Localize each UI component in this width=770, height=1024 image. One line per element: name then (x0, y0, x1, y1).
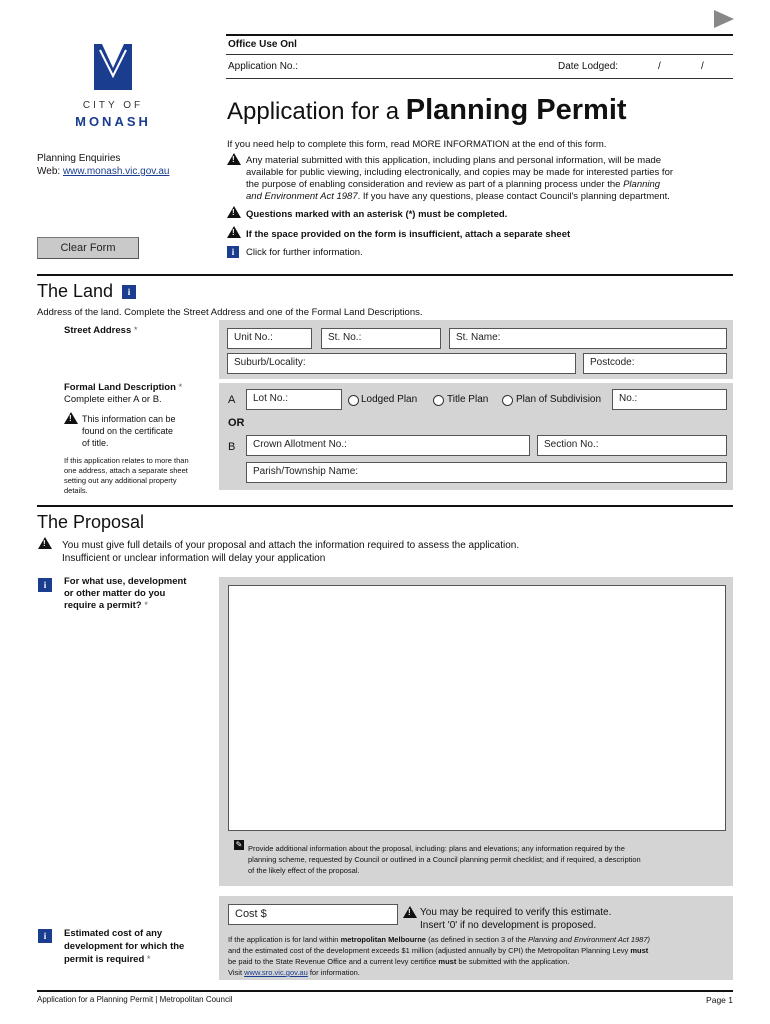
levy-1b: metropolitan Melbourne (340, 935, 426, 944)
warning-icon (227, 153, 241, 165)
parish-township-input[interactable]: Parish/Township Name: (246, 462, 727, 483)
land-description: Address of the land. Complete the Street Address and one of the Formal Land Descriptions. (37, 307, 423, 318)
insert-line: Insert '0' if no development is proposed. (420, 920, 597, 931)
multi-line-1: If this application relates to more than (64, 456, 189, 465)
provide-info-note (248, 843, 728, 876)
cost-line-1: Estimated cost of any (64, 928, 163, 939)
street-no-input[interactable]: St. No.: (321, 328, 441, 349)
verify-line: You may be required to verify this estimate. (420, 907, 612, 918)
proposal-must-line-1: You must give full details of your proposal and attach the information required to assess the application. (62, 540, 520, 551)
council-website-link[interactable]: www.monash.vic.gov.au (62, 166, 170, 177)
provide-line-2: planning scheme, requested by Council or outlined in a Council planning permit checklist; and if required, a description (248, 855, 641, 864)
use-line-3: require a permit? (64, 600, 142, 611)
levy-2b: must (630, 946, 649, 955)
warning-icon (227, 206, 241, 218)
date-lodged-label: Date Lodged: (558, 61, 619, 72)
plan-no-input[interactable]: No.: (612, 389, 727, 410)
material-line-4: . If you have any questions, please contact Council's planning department. (357, 191, 670, 202)
title-plan-radio[interactable] (433, 395, 444, 406)
option-b-label: B (228, 441, 236, 453)
proposal-must-line-2: Insufficient or unclear information will delay your application (62, 553, 326, 564)
levy-4a: Visit (228, 968, 245, 977)
levy-4c: for information. (307, 968, 360, 977)
cost-info-icon[interactable]: i (38, 929, 52, 943)
postcode-input[interactable]: Postcode: (583, 353, 727, 374)
proposal-notice (62, 539, 519, 565)
footer-left: Application for a Planning Permit | Metropolitan Council (37, 995, 233, 1004)
cost-line-3: permit is required (64, 954, 145, 965)
multi-line-3: setting out any additional property (64, 476, 177, 485)
cert-line-2: found on the certificate (82, 426, 174, 436)
cert-line-1: This information can be (82, 414, 176, 424)
levy-3a: be paid to the State Revenue Office and a current levy certific (228, 957, 433, 966)
provide-line-1: Provide additional information about the proposal, including: plans and elevations; any information required by the (248, 844, 625, 853)
sro-website-link[interactable]: www.sro.vic.gov.au (244, 968, 308, 977)
provide-line-3: of the likely effect of the proposal. (248, 866, 360, 875)
cost-asterisk: * (144, 954, 151, 965)
cert-line-3: of title. (82, 438, 109, 448)
page-title (227, 94, 627, 127)
web-label: Web: (37, 166, 63, 177)
cost-input[interactable]: Cost $ (228, 904, 398, 925)
formal-land-label (64, 382, 182, 406)
formal-sub-text: Complete either A or B. (64, 394, 162, 405)
land-title-text: The Land (37, 281, 114, 301)
click-info-text: Click for further information. (246, 247, 363, 258)
levy-note (228, 934, 730, 978)
title-prefix: Application for a (227, 98, 406, 125)
street-asterisk: * (131, 325, 138, 336)
planning-enquiries (37, 152, 169, 178)
multi-line-4: details. (64, 486, 88, 495)
use-info-icon[interactable]: i (38, 578, 52, 592)
levy-3d: be submitted with the application. (456, 957, 570, 966)
asterisk-notice: Questions marked with an asterisk (*) must be completed. (246, 209, 508, 220)
cost-question-label (64, 927, 184, 966)
title-main: Planning Permit (405, 94, 627, 126)
warning-icon (227, 226, 241, 238)
material-act-2: and Environment Act 1987 (246, 191, 358, 202)
multiple-address-note (64, 456, 189, 496)
material-line-1: Any material submitted with this application, including plans and personal information, will be made (246, 155, 662, 166)
next-page-arrow-icon[interactable] (714, 10, 734, 28)
material-line-3: the purpose of enabling consideration and review as part of a planning process under the (246, 179, 624, 190)
street-name-input[interactable]: St. Name: (449, 328, 727, 349)
material-notice (246, 155, 732, 203)
plan-of-subdivision-label: Plan of Subdivision (516, 394, 602, 405)
option-a-label: A (228, 394, 236, 406)
use-asterisk: * (141, 600, 148, 611)
section-no-input[interactable]: Section No.: (537, 435, 727, 456)
suburb-input[interactable]: Suburb/Locality: (227, 353, 576, 374)
street-label-text: Street Address (64, 325, 132, 336)
logo-city-of: CITY OF (82, 100, 144, 111)
footer-page-number: Page 1 (706, 995, 733, 1005)
help-text: If you need help to complete this form, read MORE INFORMATION at the end of this form. (227, 139, 607, 150)
cost-line-2: development for which the (64, 941, 185, 952)
use-question-label (64, 576, 186, 612)
clear-form-button[interactable]: Clear Form (37, 237, 139, 259)
application-no-label: Application No.: (228, 61, 299, 72)
multi-line-2: one address, attach a separate sheet (64, 466, 188, 475)
monash-m-icon (58, 40, 168, 100)
warning-icon (403, 906, 417, 918)
date-slash-2: / (701, 61, 704, 72)
crown-allotment-input[interactable]: Crown Allotment No.: (246, 435, 530, 456)
proposal-textarea[interactable] (228, 585, 726, 831)
lodged-plan-radio[interactable] (348, 395, 359, 406)
land-section-title (37, 281, 113, 302)
levy-1c: (as defined in section 3 of the (425, 935, 529, 944)
verify-note (420, 906, 611, 932)
material-act-1: Planning (623, 179, 661, 190)
formal-label-text: Formal Land Description (64, 382, 176, 393)
city-logo (58, 40, 168, 130)
enquiries-label: Planning Enquiries (37, 153, 121, 164)
lot-no-input[interactable]: Lot No.: (246, 389, 342, 410)
lodged-plan-label: Lodged Plan (361, 394, 418, 405)
date-slash-1: / (658, 61, 661, 72)
logo-monash: MONASH (75, 114, 151, 129)
warning-icon (64, 412, 78, 424)
plan-of-subdivision-radio[interactable] (502, 395, 513, 406)
unit-no-input[interactable]: Unit No.: (227, 328, 312, 349)
title-plan-label: Title Plan (447, 394, 489, 405)
levy-3b: e (432, 957, 439, 966)
levy-2a: and the estimated cost of the development exceeds $1 million (adjusted annually by CPI) the Metropolitan Planning Levy (228, 946, 631, 955)
land-info-icon[interactable]: i (122, 285, 136, 299)
levy-3c: must (438, 957, 457, 966)
or-label: OR (228, 417, 245, 429)
insufficient-notice: If the space provided on the form is insufficient, attach a separate sheet (246, 229, 571, 240)
info-icon[interactable]: i (227, 246, 239, 258)
street-address-label (64, 325, 138, 336)
office-use-title: Office Use Onl (228, 39, 297, 50)
pencil-icon: ✎ (235, 840, 243, 849)
material-line-2: available for public viewing, including electronically, and copies may be made for interested parties for (246, 167, 674, 178)
use-line-2: or other matter do you (64, 588, 166, 599)
levy-1a: If the application is for land within (228, 935, 341, 944)
formal-asterisk: * (175, 382, 183, 393)
use-line-1: For what use, development (64, 576, 187, 587)
certificate-note (82, 413, 176, 449)
levy-1d: Planning and Environment Act 1987) (528, 935, 651, 944)
proposal-section-title: The Proposal (37, 512, 145, 532)
warning-icon (38, 537, 52, 549)
